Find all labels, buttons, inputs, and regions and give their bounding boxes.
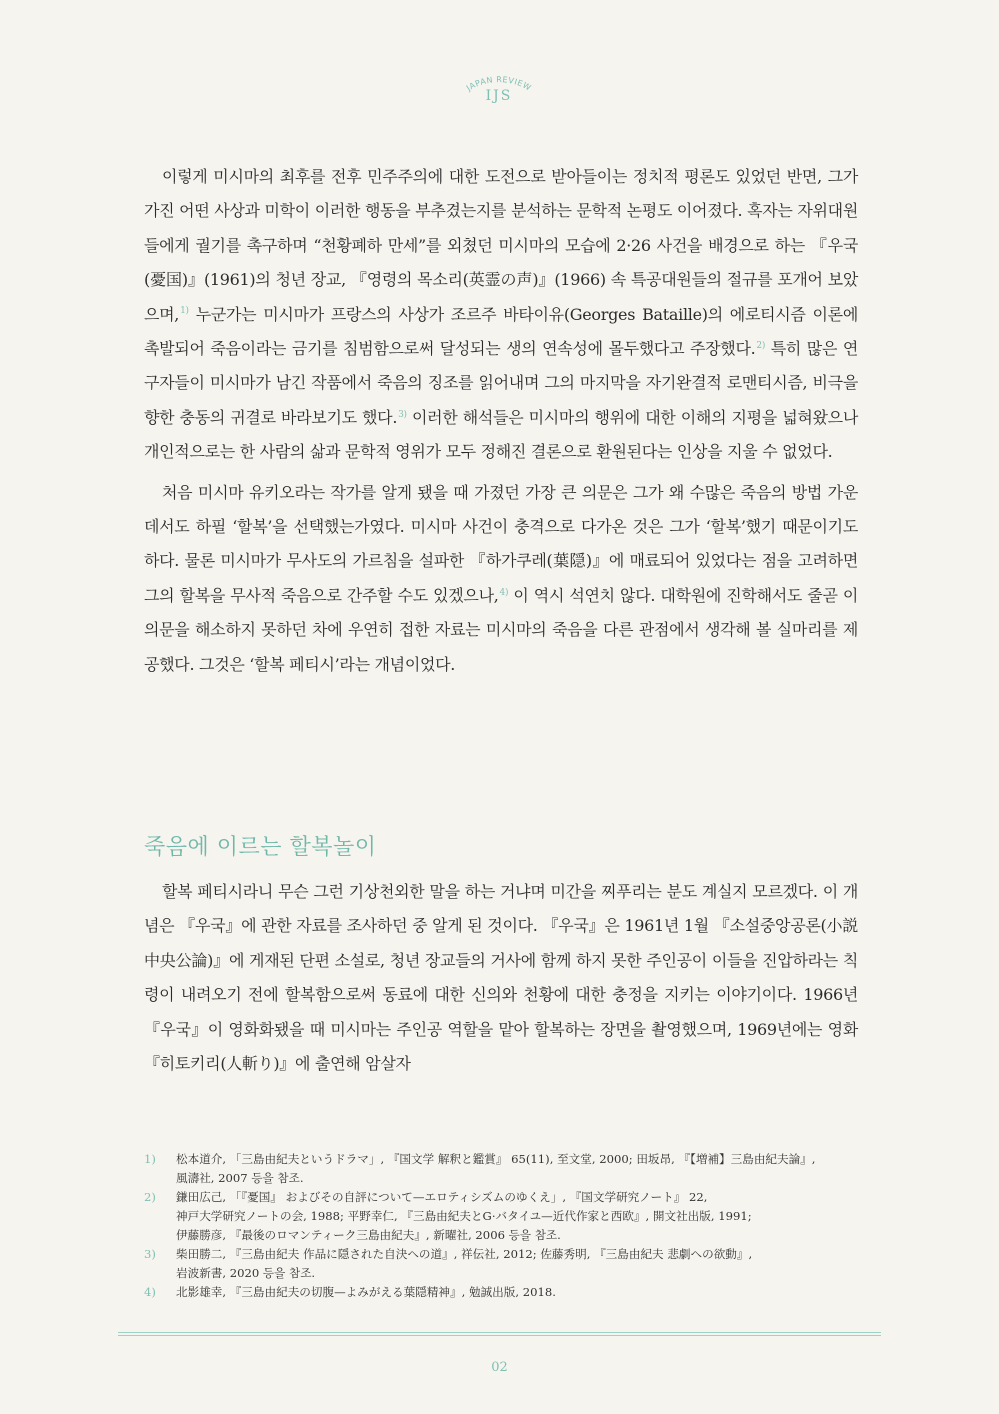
paragraph-text: 할복 페티시라니 무슨 그런 기상천외한 말을 하는 거냐며 미간을 찌푸리는 분도 계실지 모르겠다. 이 개념은 『우국』에 관한 자료를 조사하던 중 알게 된 것이다. 『우국』은 1961년 1월 『소설중앙공론(小説中央公論)』에 게재된 단편 소설로, 청년 장교들의 거사에 함께 하지 못한 주인공이 이들을 진압하라는 칙령이 내려오기 전에 할복함으로써 동료에 대한 신의와 천황에 대한 충정을 지키는 이야기이다. 1966년 『우국』이 영화화됐을 때 미시마는 주인공 역할을 맡아 할복하는 장면을 촬영했으며, 1969년에는 영화 『히토키리(人斬り)』에 출연해 암살자 [144, 882, 858, 1074]
paragraph-text: 이렇게 미시마의 최후를 전후 민주주의에 대한 도전으로 받아들이는 정치적 평론도 있었던 반면, 그가 가진 어떤 사상과 미학이 이러한 행동을 부추겼는지를 분석하는 문학적 논평도 이어졌다. 혹자는 자위대원들에게 궐기를 촉구하며 “천황폐하 만세”를 외쳤던 미시마의 모습에 2·26 사건을 배경으로 하는 『우국(憂国)』(1961)의 청년 장교, 『영령의 목소리(英霊の声)』(1966) 속 특공대원들의 절규를 포개어 보았으며, [144, 167, 858, 324]
footnote-item [144, 1245, 858, 1283]
body-section-1 [144, 160, 858, 682]
footnote-ref[interactable]: 4) [499, 587, 509, 598]
logo-abbreviation: IJS [485, 88, 513, 104]
footnote-item [144, 1188, 858, 1245]
footnote-number: 1) [144, 1152, 156, 1166]
footnote-text [176, 1245, 858, 1283]
footnote-ref[interactable]: 1) [180, 306, 189, 317]
page-number: 02 [491, 1360, 508, 1375]
footnote-number: 4) [144, 1285, 156, 1299]
paragraph [144, 875, 858, 1081]
footnote-line: 伊藤勝彦, 『最後のロマンティーク三島由紀夫』, 新曜社, 2006 등을 참조. [176, 1228, 561, 1242]
paragraph [144, 476, 858, 682]
logo-arc-text: JAPAN REVIEW [464, 75, 533, 93]
body-section-2 [144, 875, 858, 1081]
footnote-text [176, 1283, 858, 1302]
footnote-line: 北影雄幸, 『三島由紀夫の切腹—よみがえる葉隠精神』, 勉誠出版, 2018. [176, 1285, 556, 1299]
paragraph-text: 이 역시 석연치 않다. 대학원에 진학해서도 줄곧 이 의문을 해소하지 못하던 차에 우연히 접한 자료는 미시마의 죽음을 다른 관점에서 생각해 볼 실마리를 제공했다. 그것은 ‘할복 페티시’라는 개념이었다. [144, 585, 858, 674]
footnote-line: 鎌田広己, 「『憂国』 およびその自評について—エロティシズムのゆくえ」, 『国文学研究ノート』 22, [176, 1190, 708, 1204]
footnote-ref[interactable]: 2) [756, 340, 766, 351]
paragraph-text: 이러한 해석들은 미시마의 행위에 대한 이해의 지평을 넓혀왔으나 개인적으로는 한 사람의 삶과 문학적 영위가 모두 정해진 결론으로 환원된다는 인상을 지울 수 없었다. [144, 407, 858, 462]
footnotes [144, 1150, 858, 1302]
footnote-line: 柴田勝二, 『三島由紀夫 作品に隠された自決への道』, 祥伝社, 2012; 佐藤秀明, 『三島由紀夫 悲劇への欲動』, [176, 1247, 753, 1261]
footnote-item [144, 1283, 858, 1302]
paragraph-text: 특히 많은 연구자들이 미시마가 남긴 작품에서 죽음의 징조를 읽어내며 그의 마지막을 자기완결적 로맨티시즘, 비극을 향한 충동의 귀결로 바라보기도 했다. [144, 339, 858, 427]
paragraph-text: 처음 미시마 유키오라는 작가를 알게 됐을 때 가졌던 가장 큰 의문은 그가 왜 수많은 죽음의 방법 가운데서도 하필 ‘할복’을 선택했는가였다. 미시마 사건이 충격으로 다가온 것은 그가 ‘할복’했기 때문이기도 하다. 물론 미시마가 무사도의 가르침을 설파한 『하가쿠레(葉隠)』에 매료되어 있었다는 점을 고려하면 그의 할복을 무사적 죽음으로 간주할 수도 있겠으나, [144, 482, 858, 605]
paragraph-text: 누군가는 미시마가 프랑스의 사상가 조르주 바타이유(Georges Bataille)의 에로티시즘 이론에 촉발되어 죽음이라는 금기를 침범함으로써 달성되는 생의 연속성에 몰두했다고 주장했다. [144, 304, 858, 359]
journal-logo [449, 62, 549, 122]
section-heading: 죽음에 이르는 할복놀이 [144, 835, 377, 860]
footnote-text [176, 1188, 858, 1245]
footnote-line: 風濤社, 2007 등을 참조. [176, 1171, 304, 1185]
footer-rule-top [118, 1332, 881, 1333]
footnote-ref[interactable]: 3) [398, 409, 407, 420]
footnote-line: 神戸大学研究ノートの会, 1988; 平野幸仁, 『三島由紀夫とG·バタイユ—近代作家と西欧』, 開文社出版, 1991; [176, 1209, 752, 1223]
footnote-line: 岩波新書, 2020 등을 참조. [176, 1266, 316, 1280]
footnote-item [144, 1150, 858, 1188]
footer-rule-bottom [118, 1335, 881, 1336]
footnote-text [176, 1150, 858, 1188]
footnote-number: 3) [144, 1247, 156, 1261]
footnote-number: 2) [144, 1190, 156, 1204]
paragraph [144, 160, 858, 470]
footnote-line: 松本道介, 「三島由紀夫というドラマ」, 『国文学 解釈と鑑賞』 65(11), 至文堂, 2000; 田坂昂, 『【増補】三島由紀夫論』, [176, 1152, 816, 1166]
